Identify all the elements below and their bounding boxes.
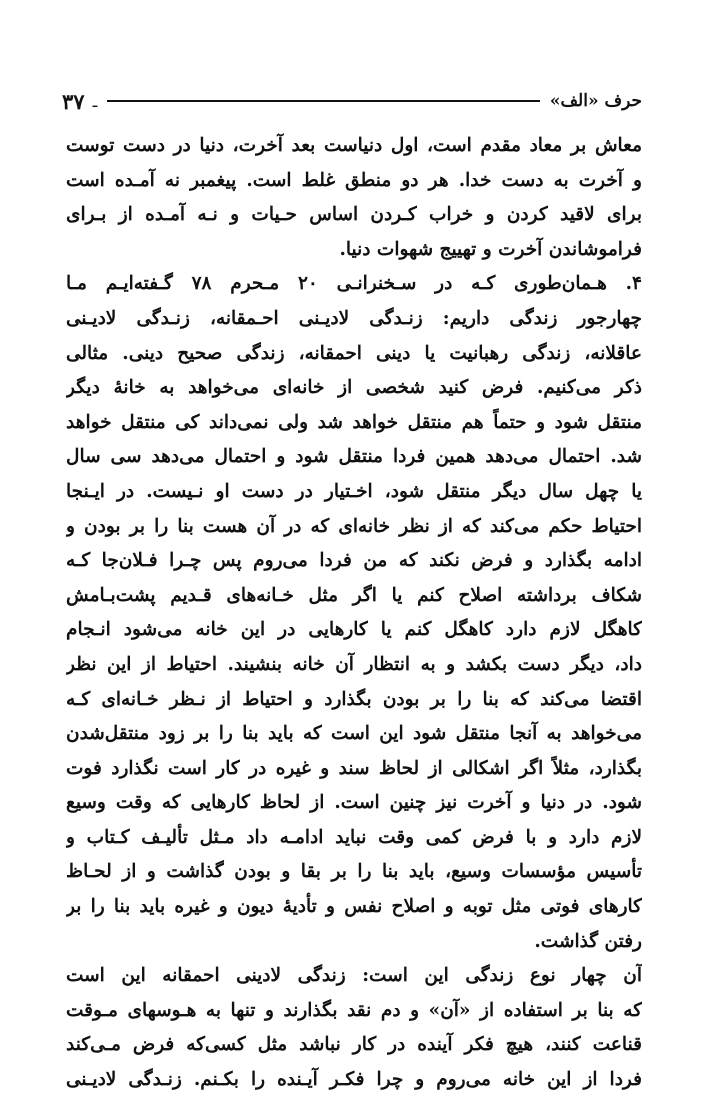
text-line: لازم دارد و با فرض کمی وقت نباید ادامـه داد مـثل تألیـف کـتاب و [66,826,642,848]
text-line: ۴. هـمان‌طوری کـه در سـخنرانـی ۲۰ مـحرم ۷۸ گـفته‌ایـم مـا [66,273,642,295]
text-line: ذکر می‌کنیم. فرض کنید شخصی از خانه‌ای می‌خواهد به خانۀ دیگر [66,377,642,399]
text-line: فراموشاندن آخرت و تهییج شهوات دنیا. [339,238,642,260]
text-line: فردا از این خانه می‌روم و چرا فکـر آیـنده را بکـنم. زنـدگی لادیـنی [66,1069,642,1091]
header-rule [107,100,540,102]
text-line: تأسیس مؤسسات وسیع، باید بنا را بر بقا و بودن گذاشت و از لحـاظ [66,861,642,883]
text-line: که بنا بر استفاده از «آن» و دم نقد بگذارند و تنها به هـوسهای مـوقت [66,999,642,1021]
text-line: چهارجور زندگی داریم: زنـدگی لادیـنی احـمقانه، زنـدگی لادیـنی [66,307,642,329]
text-line: کاهگل لازم دارد کاهگل کنم یا کارهایی در این خانه می‌شود انـجام [66,619,642,641]
text-line: آن چهار نوع زندگی این است: زندگی لادینی احمقانه این است [66,965,642,987]
body-text [66,129,642,1098]
text-line: عاقلانه، زندگی رهبانیت یا دینی احمقانه، زندگی صحیح دینی. مثالی [66,342,642,364]
text-line: و آخرت به دست خدا. هر دو منطق غلط است. پیغمبر نه آمـده است [66,169,642,191]
running-header [62,86,642,116]
text-line: رفتن گذاشت. [534,930,642,952]
text-line: شود. در دنیا و آخرت نیز چنین است. از لحاظ کارهایی که وقت وسیع [66,792,642,814]
text-line: داد، دیگر دست بکشد و به انتظار آن خانه بنشیند. احتیاط از این نظر [66,653,642,675]
header-title: حرف «الف» [549,91,642,111]
text-line: قناعت کنند، هیچ فکر آینده در کار نباشد مثل کسی‌که فرض مـی‌کند [66,1034,642,1056]
page-number: ۳۷ [62,88,85,114]
text-line: منتقل شود و حتماً هم منتقل خواهد شد ولی نمی‌داند کی منتقل خواهد [66,411,642,433]
text-line: کارهای فوتی مثل توبه و اصلاح نفس و تأدیۀ دیون و غیره باید بنا را بر [66,896,642,918]
text-line: ادامه بگذارد و فرض نکند که من فردا می‌روم پس چـرا فـلان‌جا کـه [66,550,642,572]
text-line: شد. احتمال می‌دهد همین فردا منتقل شود و احتمال می‌دهد سی سال [66,446,642,468]
text-line: یا چهل سال دیگر منتقل شود، اخـتیار در دست او نـیست. در ایـنجا [66,480,642,502]
text-line: می‌خواهد به آنجا منتقل شود این است که باید بنا را بر زود منتقل‌شدن [66,723,642,745]
text-line: شکاف برداشته اصلاح کنم یا اگر مثل خـانه‌های قـدیم پشت‌بـامش [66,584,642,606]
text-line: معاش بر معاد مقدم است، اول دنیاست بعد آخرت، دنیا در دست توست [66,135,642,156]
text-line: بگذارد، مثلاً اگر اشکالی از لحاظ سند و غیره در کار است نگذارد فوت [66,757,642,779]
text-line: اقتضا می‌کند که بنا را بر بودن بگذارد و احتیاط از نـظر خـانه‌ای کـه [66,688,642,710]
text-line: احتیاط حکم می‌کند که از نظر خانه‌ای که در آن هست بنا را بر بودن و [66,515,642,537]
text-line: برای لاقید کردن و خراب کـردن اساس حـیات و نـه آمـده از بـرای [66,204,642,226]
header-dash: ـ [92,91,98,111]
